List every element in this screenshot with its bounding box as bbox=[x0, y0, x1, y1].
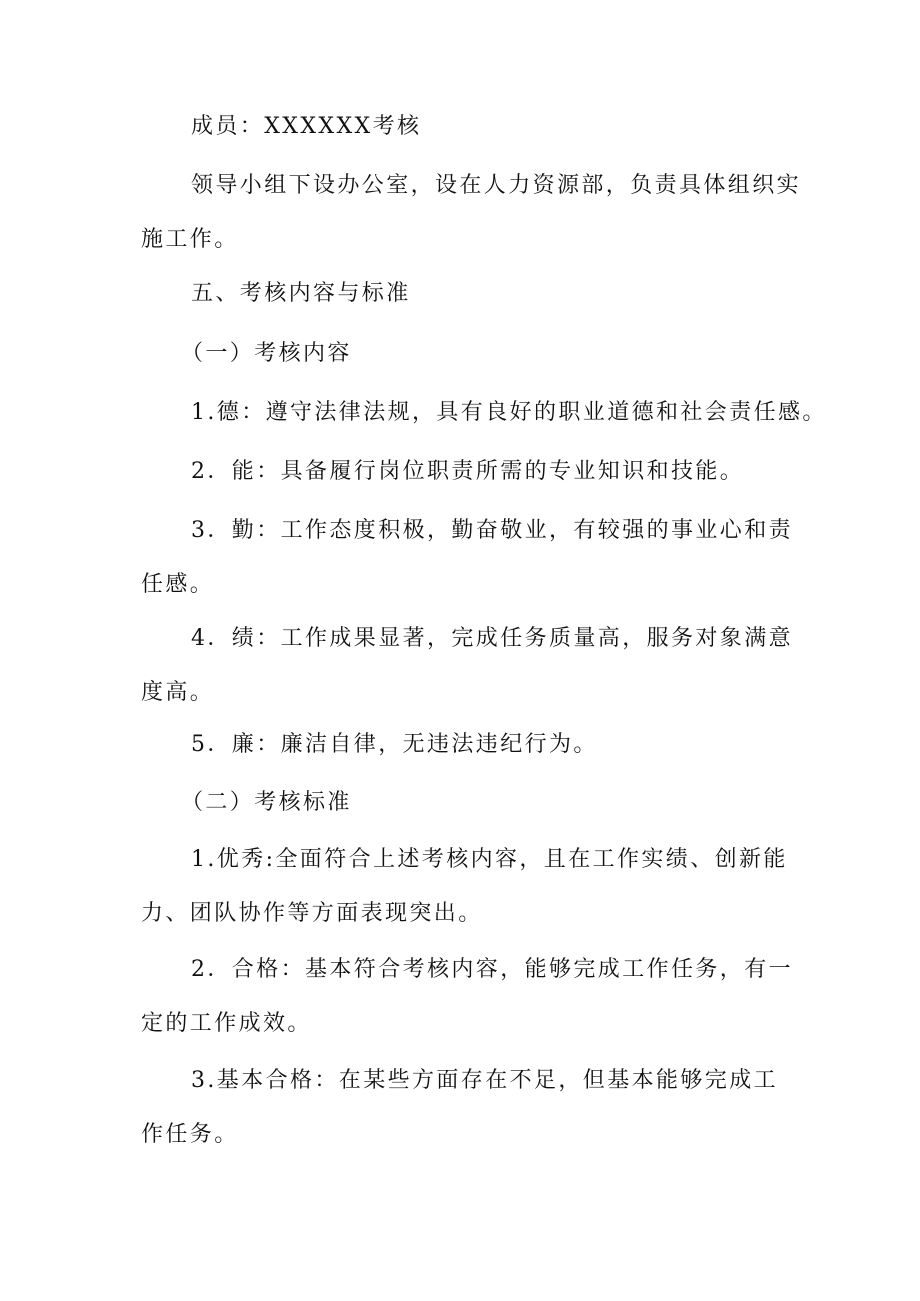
subsection-heading-2: （二）考核标准 bbox=[181, 790, 352, 815]
content-item-5: 5．廉：廉洁自律，无违法违纪行为。 bbox=[191, 732, 598, 757]
standard-item-2: 2．合格：基本符合考核内容，能够完成工作任务，有一定的工作成效。 bbox=[141, 957, 793, 1036]
members-line: 成员：XXXXXX考核 bbox=[191, 114, 422, 139]
content-item-3: 3．勤：工作态度积极，勤奋敬业，有较强的事业心和责任感。 bbox=[141, 518, 793, 597]
standard-item-3: 3.基本合格：在某些方面存在不足，但基本能够完成工作任务。 bbox=[141, 1068, 778, 1147]
subsection-heading-1: （一）考核内容 bbox=[181, 341, 352, 366]
content-item-4: 4．绩：工作成果显著，完成任务质量高，服务对象满意度高。 bbox=[141, 626, 793, 705]
content-item-2: 2．能：具备履行岗位职责所需的专业知识和技能。 bbox=[191, 459, 745, 484]
office-paragraph: 领导小组下设办公室，设在人力资源部，负责具体组织实施工作。 bbox=[141, 173, 802, 252]
section-heading-5: 五、考核内容与标准 bbox=[191, 281, 411, 306]
content-item-1: 1.德：遵守法律法规，具有良好的职业道德和社会责任感。 bbox=[191, 400, 827, 425]
standard-item-1: 1.优秀:全面符合上述考核内容，且在工作实绩、创新能力、团队协作等方面表现突出。 bbox=[141, 847, 788, 926]
